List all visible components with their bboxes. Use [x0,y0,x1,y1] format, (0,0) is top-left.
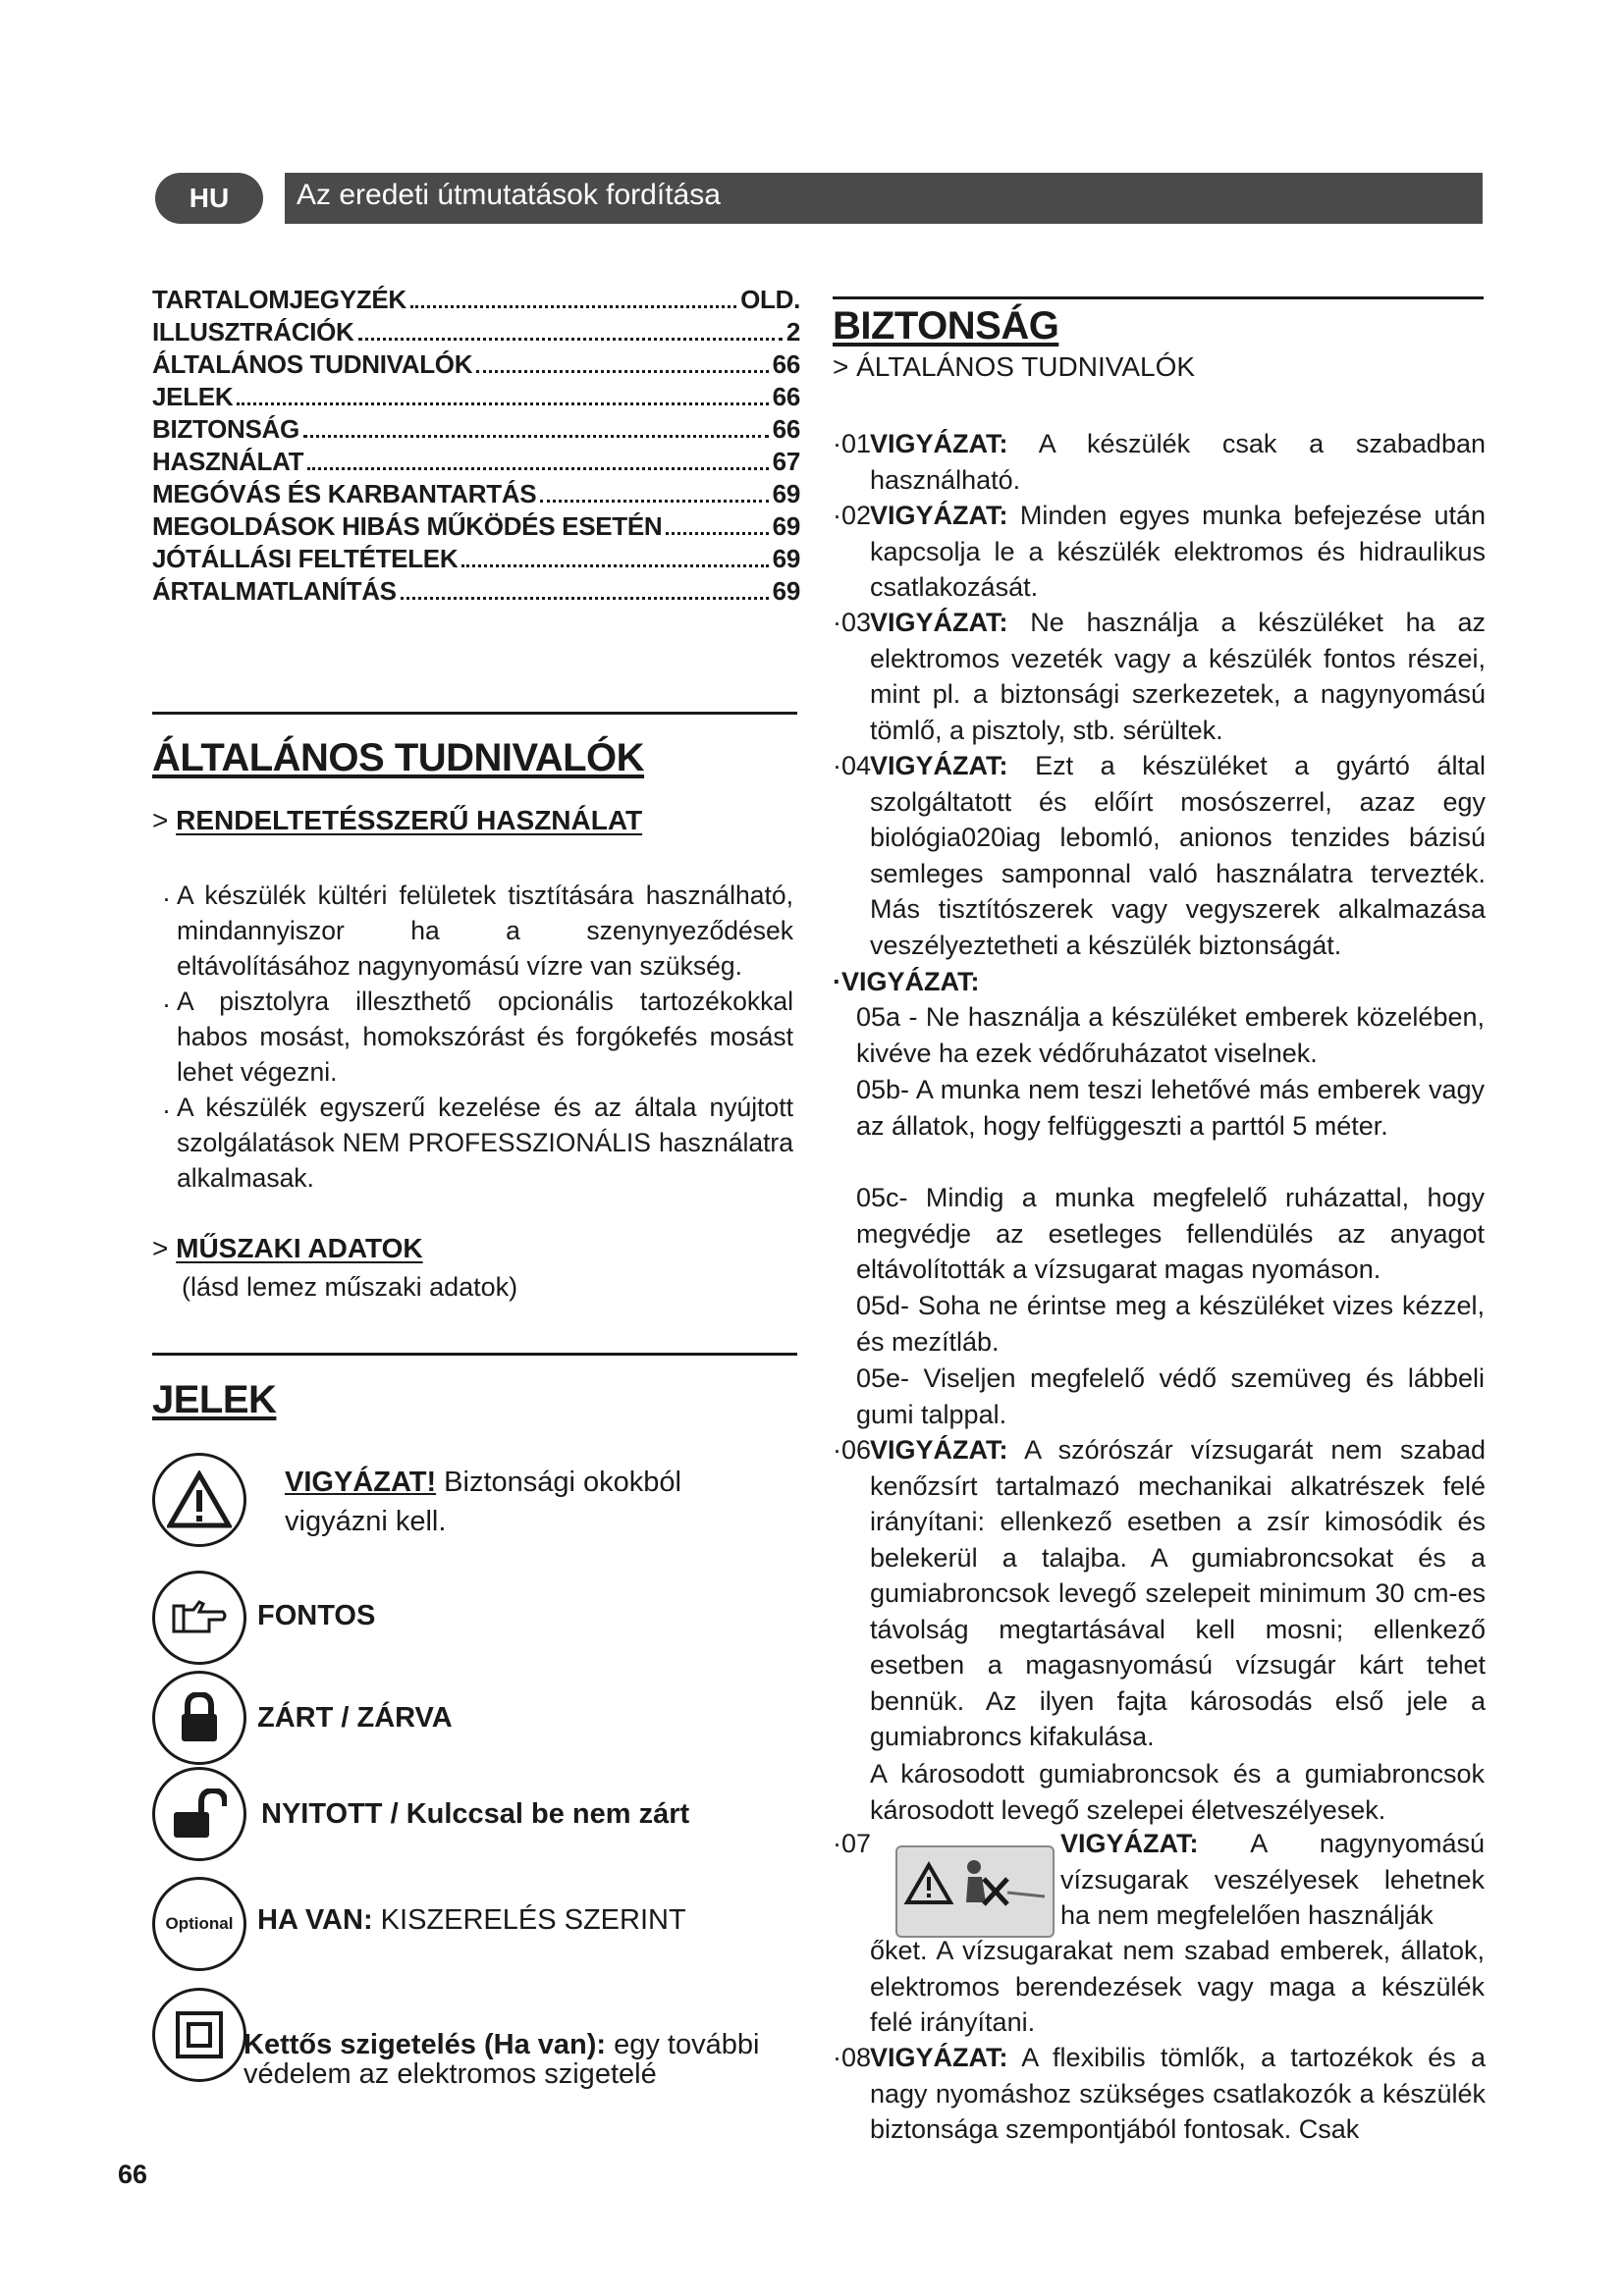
toc-row[interactable] [152,315,800,347]
general-bullet: A készülék kültéri felületek tisztítására használható, mindannyiszor ha a szenynyeződések eltávolításához nagynyomású vízre van szükség. [177,881,793,981]
safety-item-07-body: őket. A vízsugarakat nem szabad emberek, állatok, elektromos berendezések vagy maga a készülék felé irányítani. [870,1936,1485,2037]
safety-item-number: ·07 [833,1829,872,1858]
safety-item-05-heading: ·VIGYÁZAT: [833,967,980,996]
safety-subitem: 05c- Mindig a munka megfelelő ruházattal, hogy megvédje az esetleges fellendülés az anyagot eltávolították a vízsugarat magas nyomáson. [856,1183,1485,1284]
pointing-hand-icon [152,1571,246,1665]
tech-data-heading: > MŰSZAKI ADATOK [152,1233,423,1263]
lock-open-icon [152,1767,246,1861]
toc-row[interactable] [152,477,800,509]
page-number: 66 [118,2160,148,2189]
toc-page: 2 [785,317,800,347]
symbol-important-label: FONTOS [257,1600,376,1631]
symbol-open-label: NYITOTT / Kulccsal be nem zárt [261,1798,690,1830]
toc-page: 69 [772,511,800,541]
symbol-warning-label: VIGYÁZAT! Biztonsági okokból vigyázni kell. [285,1467,681,1537]
toc-row[interactable] [152,283,800,315]
general-bullet: A pisztolyra illeszthető opcionális tartozékokkal habos mosást, homokszórást és forgókefés mosást lehet végezni. [177,987,793,1087]
toc-label: JELEK [152,382,234,411]
safety-item: ·04 VIGYÁZAT: Ezt a készüléket a gyártó által szolgáltatott és előírt mosószerrel, azaz egy biológia020iag lebomló, anionos tenzides bázisú semleges samponnal való használatra tervezték. Más tisztítószerek vagy vegyszerek alkalmazása veszélyeztetheti a készülék biztonságát. [833,751,1486,960]
toc-page: 66 [772,382,800,411]
safety-item-06-note: A károsodott gumiabroncsok és a gumiabroncsok károsodott levegő szelepei életveszélyesek. [870,1759,1485,1825]
toc-label: TARTALOMJEGYZÉK [152,285,406,314]
toc-page: 66 [772,349,800,379]
symbols-section-title: JELEK [152,1378,277,1421]
toc-row[interactable] [152,380,800,412]
section-divider [833,296,1484,299]
hazard-pictogram [895,1845,1055,1938]
toc-label: ÁRTALMATLANÍTÁS [152,576,397,606]
toc-label: MEGOLDÁSOK HIBÁS MŰKÖDÉS ESETÉN [152,511,663,541]
tech-data-note: (lásd lemez műszaki adatok) [182,1272,518,1302]
double-insulation-icon [152,1988,246,2082]
section-divider [152,1353,797,1356]
safety-item: ·03 VIGYÁZAT: Ne használja a készüléket ha az elektromos vezeték vagy a készülék fontos részei, mint pl. a biztonsági szerkezetek, a nagynyomású tömlő, a pisztoly, stb. sérültek. [833,608,1486,745]
safety-item: ·02 VIGYÁZAT: Minden egyes munka befejezése után kapcsolja le a készülék elektromos és hidraulikus csatlakozását. [833,501,1486,602]
safety-item: ·08 VIGYÁZAT: A flexibilis tömlők, a tartozékok és a nagy nyomáshoz szükséges csatlakozók a készülék biztonsága szempontjából fontosak. Csak [833,2043,1487,2144]
header-title: Az eredeti útmutatások fordítása [297,179,721,211]
toc-label: ILLUSZTRÁCIÓK [152,317,354,347]
symbol-optional-label: HA VAN: KISZERELÉS SZERINT [257,1904,686,1936]
lock-closed-icon [152,1671,246,1765]
safety-subtitle: > ÁLTALÁNOS TUDNIVALÓK [833,351,1196,382]
safety-subitem: 05d- Soha ne érintse meg a készüléket vizes kézzel, és mezítláb. [856,1291,1485,1357]
safety-subitem: 05a - Ne használja a készüléket emberek közelében, kivéve ha ezek védőruházatot viselnek. [856,1002,1485,1068]
toc-row[interactable] [152,347,800,380]
toc-page: 69 [772,544,800,573]
language-badge: HU [155,173,263,224]
toc-label: ÁLTALÁNOS TUDNIVALÓK [152,349,473,379]
toc-label: MEGÓVÁS ÉS KARBANTARTÁS [152,479,537,508]
intended-use-heading: > RENDELTETÉSSZERŰ HASZNÁLAT [152,805,643,835]
toc-row[interactable] [152,445,800,477]
symbol-closed-label: ZÁRT / ZÁRVA [257,1702,453,1734]
warning-icon [152,1453,246,1547]
symbol-double-insulation-label: Kettős szigetelés (Ha van): egy további védelem az elektromos szigetelé [244,2029,760,2090]
toc-page: 67 [772,447,800,476]
toc-label: HASZNÁLAT [152,447,304,476]
general-section-title: ÁLTALÁNOS TUDNIVALÓK [152,736,645,779]
safety-subitem: 05e- Viseljen megfelelő védő szemüveg és lábbeli gumi talppal. [856,1363,1485,1429]
toc-page: 66 [772,414,800,444]
safety-item-07-head: VIGYÁZAT: A nagynyomású vízsugarak veszélyesek lehetnek ha nem megfelelően használják [1060,1829,1486,1930]
toc-page: OLD. [740,285,800,314]
toc-row[interactable] [152,412,800,445]
toc-row[interactable] [152,542,800,574]
toc-row[interactable] [152,574,800,607]
section-divider [152,712,797,715]
toc-label: JÓTÁLLÁSI FELTÉTELEK [152,544,459,573]
safety-section-title: BIZTONSÁG [833,304,1059,347]
optional-icon: Optional [152,1877,246,1971]
toc-row[interactable] [152,509,800,542]
toc-page: 69 [772,576,800,606]
safety-item: ·01 VIGYÁZAT: A készülék csak a szabadban használható. [833,429,1486,495]
safety-subitem: 05b- A munka nem teszi lehetővé más emberek vagy az állatok, hogy felfüggeszti a parttól 5 méter. [856,1075,1485,1141]
general-bullet: A készülék egyszerű kezelése és az általa nyújtott szolgálatások NEM PROFESSZIONÁLIS használatra alkalmasak. [177,1093,793,1193]
toc-label: BIZTONSÁG [152,414,299,444]
safety-item: ·06 VIGYÁZAT: A szórószár vízsugarát nem szabad kenőzsírt tartalmazó mechanikai alkatrészek felé irányítani: ellenkező esetben a zsír kimosódik és belekerül a talajba. A gumiabroncsokat és a gumiabroncsok levegő szelepeit minimum 30 cm-es távolság megtartásával kell mosni; ellenkező esetben a magasnyomású vízsugár kárt tehet bennük. Az ilyen fajta károsodás első jele a gumiabroncs kifakulása. [833,1435,1487,1751]
toc-page: 69 [772,479,800,508]
